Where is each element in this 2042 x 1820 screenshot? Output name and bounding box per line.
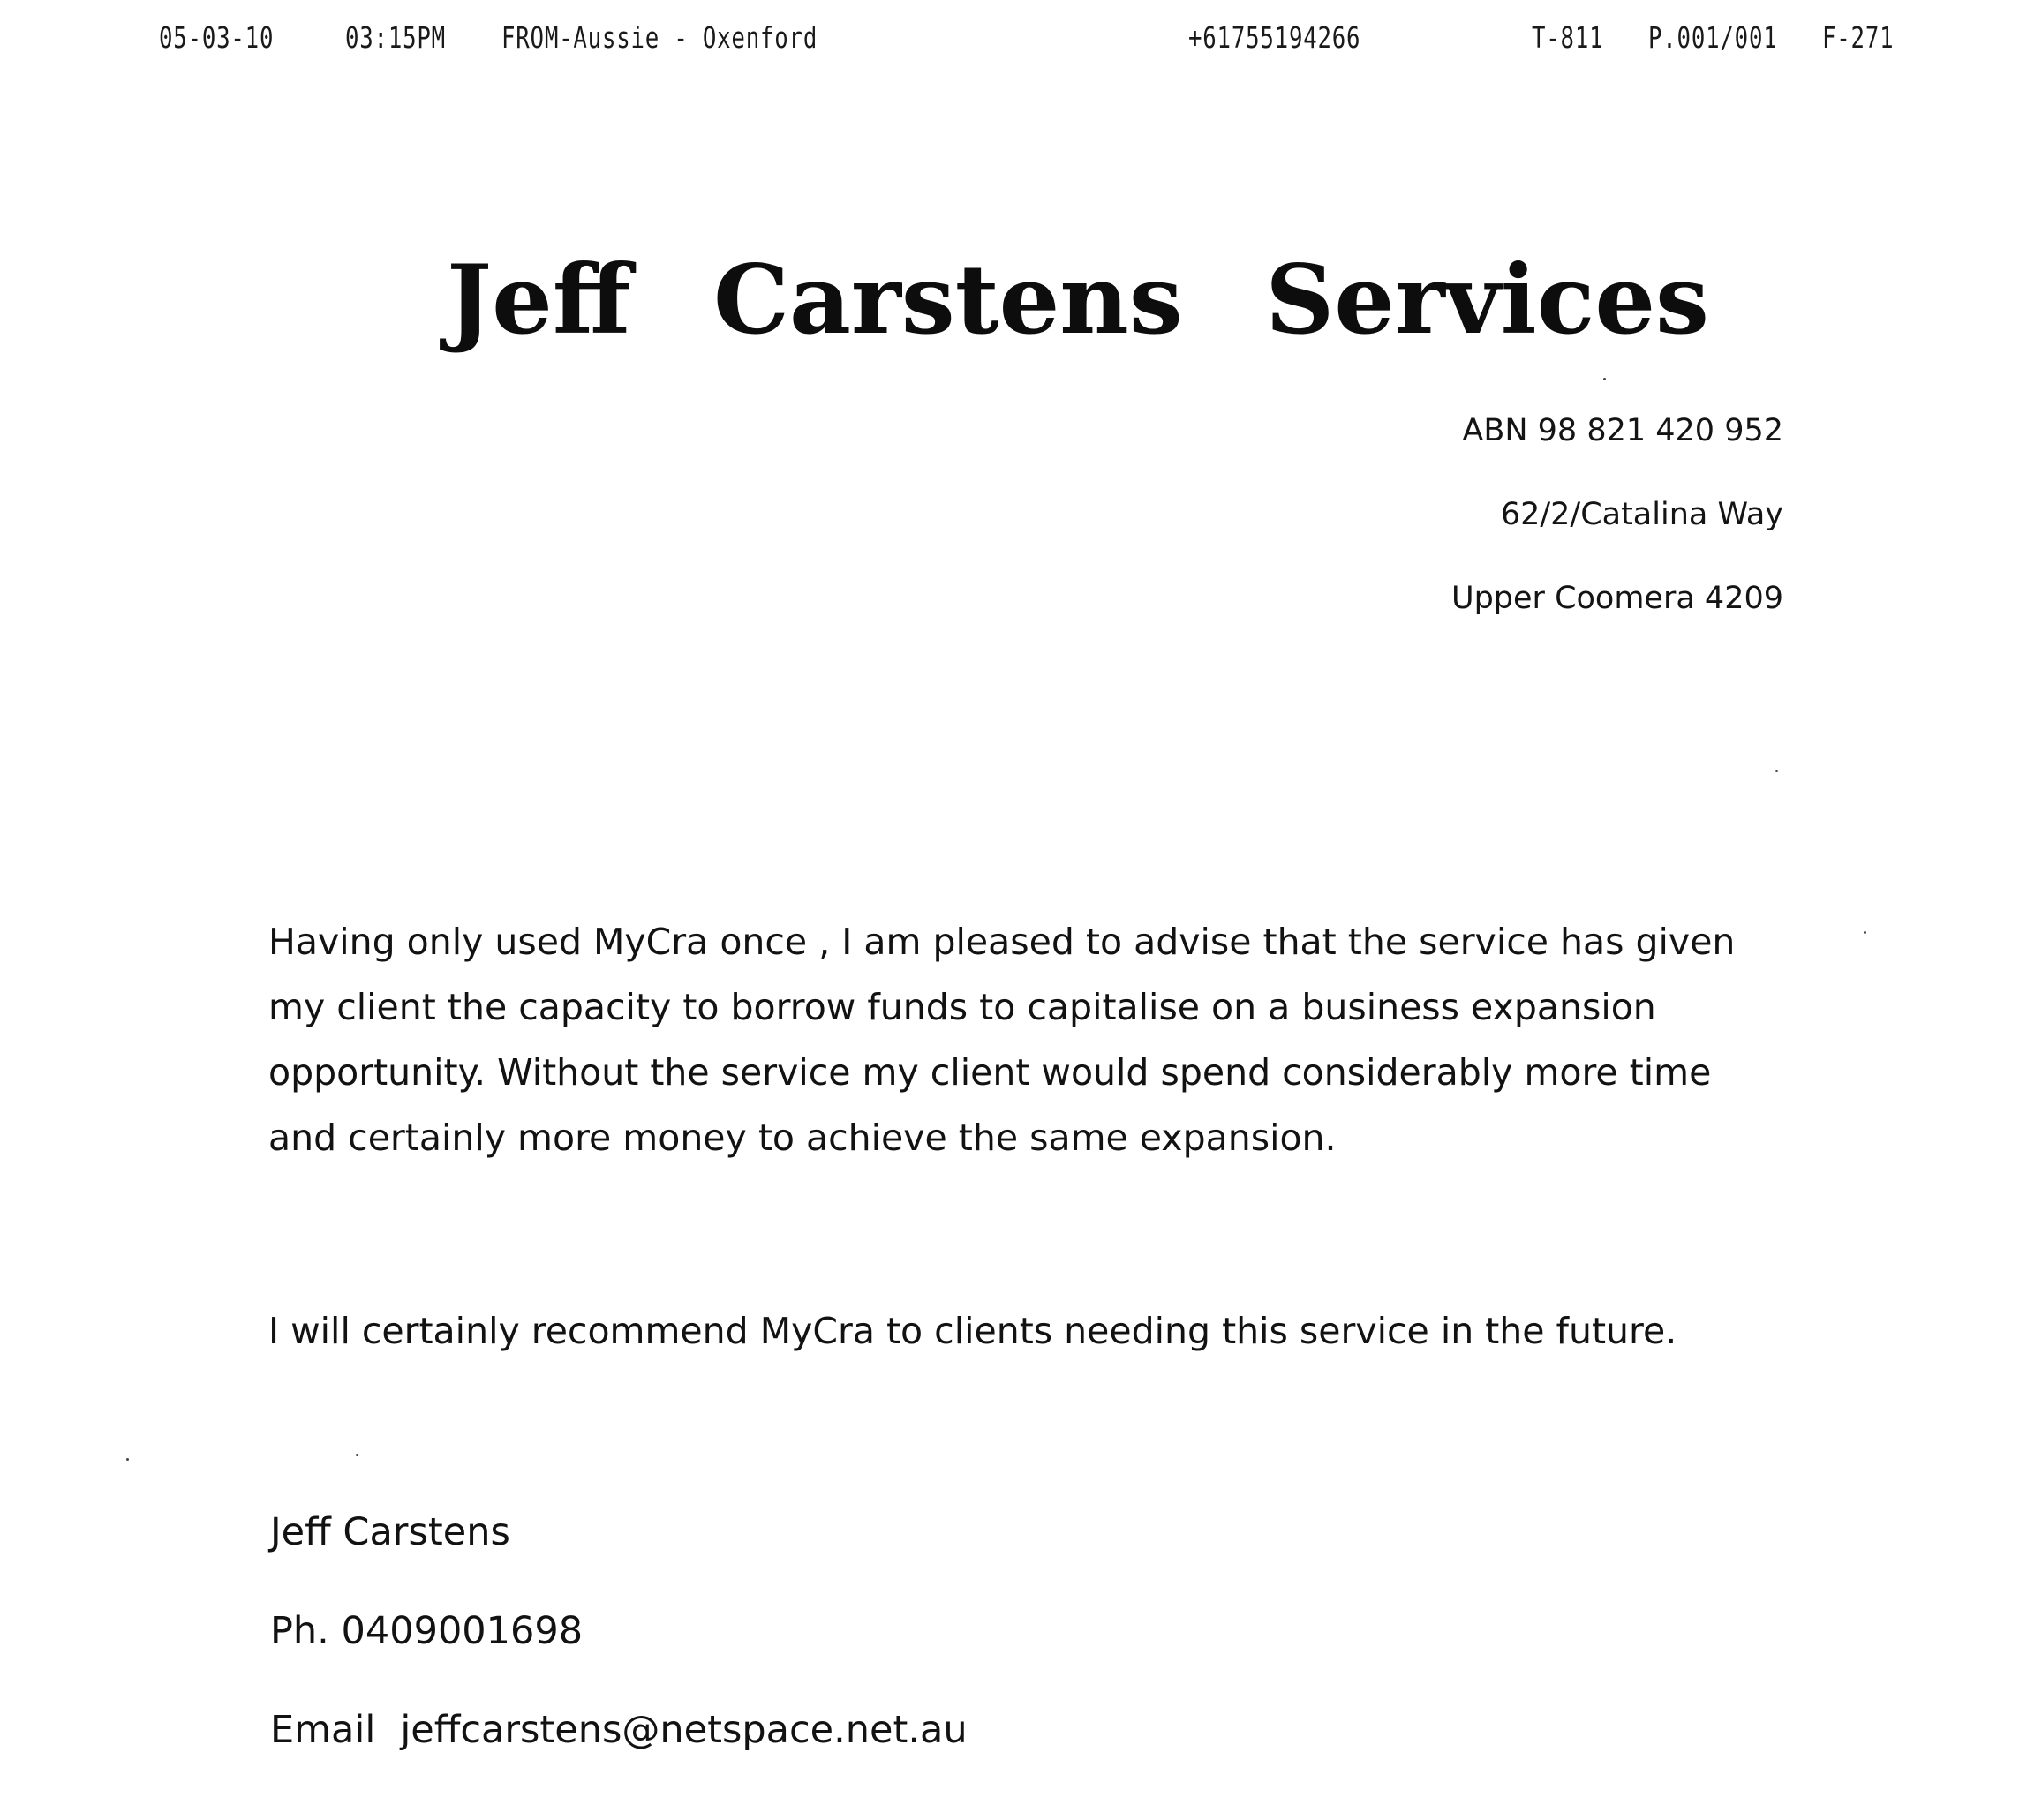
fax-page-count: P.001/001 — [1648, 20, 1778, 55]
email-address: jeffcarstens@netspace.net.au — [400, 1708, 968, 1752]
abn-line: ABN 98 821 420 952 — [1462, 413, 1783, 448]
fax-speck — [1603, 378, 1606, 380]
signature-name: Jeff Carstens — [270, 1510, 510, 1554]
fax-date: 05-03-10 — [159, 20, 275, 55]
signature-phone: Ph. 0409001698 — [270, 1609, 584, 1653]
fax-f-code: F-271 — [1822, 20, 1895, 55]
fax-speck — [126, 1458, 129, 1461]
fax-from: FROM-Aussie - Oxenford — [501, 20, 818, 55]
fax-speck — [1775, 770, 1778, 772]
address-suburb: Upper Coomera 4209 — [1450, 581, 1783, 616]
address-street: 62/2/Catalina Way — [1500, 497, 1783, 532]
company-title: Jeff Carstens Services — [447, 244, 1709, 356]
email-label: Email — [270, 1708, 376, 1752]
fax-speck — [1864, 931, 1866, 934]
signature-email-line — [270, 1703, 968, 1756]
fax-time: 03:15PM — [345, 20, 446, 55]
body-paragraph-2: I will certainly recommend MyCra to clients needing this service in the future. — [268, 1310, 1677, 1352]
fax-speck — [356, 1454, 358, 1456]
body-paragraph-1: Having only used MyCra once , I am pleased to advise that the service has given my client the capacity to borrow funds to capitalise on a business expansion opportunity. Without the service my client would spend considerably more time and certainly more money to achieve the same expansion. — [268, 921, 1736, 1159]
fax-phone: +61755194266 — [1188, 20, 1361, 55]
fax-t-code: T-811 — [1532, 20, 1604, 55]
